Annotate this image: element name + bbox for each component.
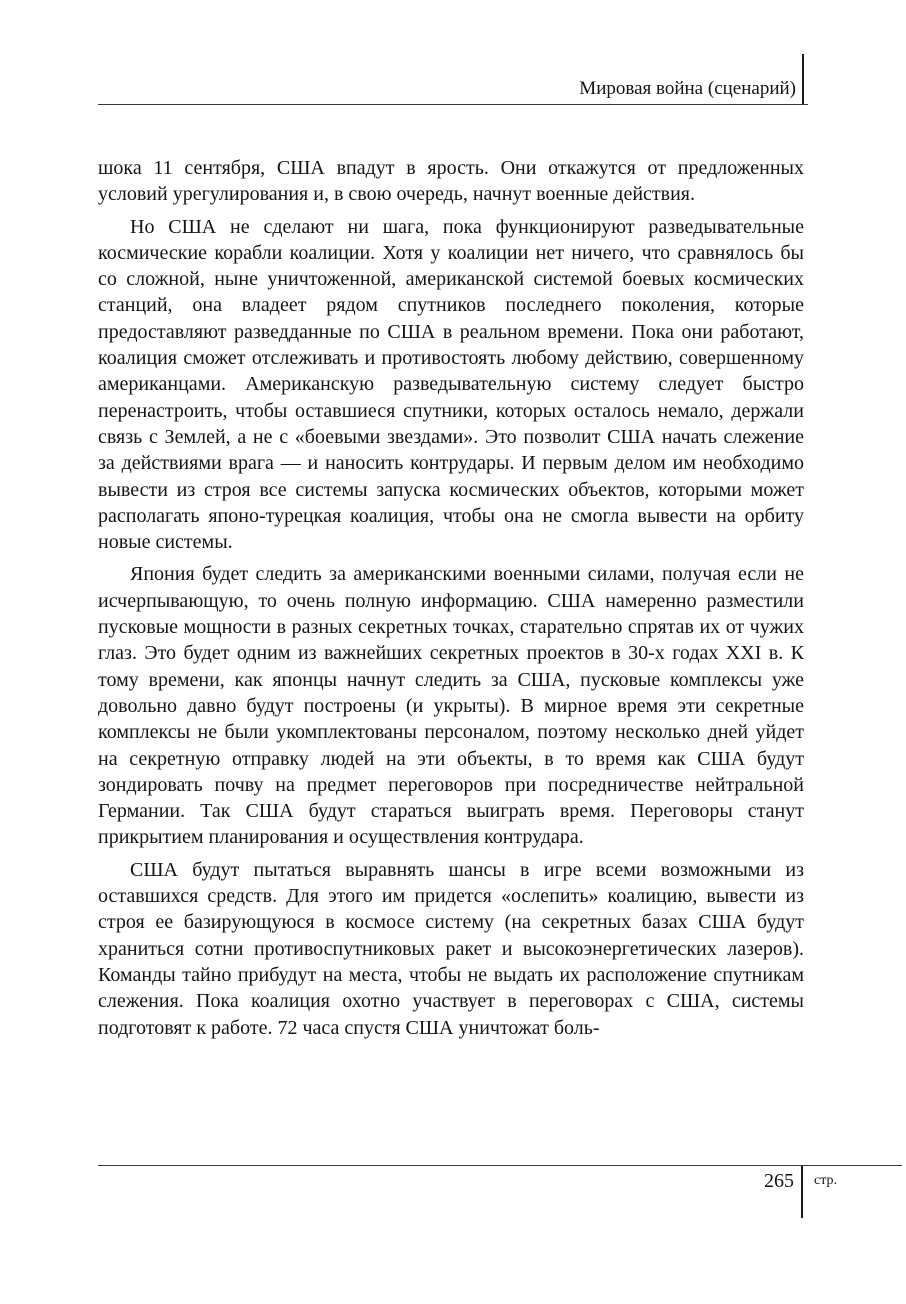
footer-vertical-bar [801,1166,803,1218]
paragraph-2: Но США не сделают ни шага, пока функционируют разведывательные космические корабли коалиции. Хотя у коалиции нет ничего, что сравнялось бы со сложной, ныне уничтоженной, американской системой боевых космических станций, она владеет рядом спутников последнего поколения, которые предоставляют разведданные по США в реальном времени. Пока они работают, коалиция сможет отслеживать и противостоять любому действию, совершенному американцами. Американскую разведывательную систему следует быстро перенастроить, чтобы оставшиеся спутники, которых осталось немало, держали связь с Землей, а не с «боевыми звездами». Это позволит США начать слежение за действиями врага — и наносить контрудары. И первым делом им необходимо вывести из строя все системы запуска космических объектов, которыми может располагать японо-турецкая коалиция, чтобы она не смогла вывести на орбиту новые системы. [98,215,804,554]
paragraph-1: шока 11 сентября, США впадут в ярость. Они откажутся от предложенных условий урегулирования и, в свою очередь, начнут военные действия. [98,157,804,206]
paragraph-4: США будут пытаться выравнять шансы в игре всеми возможными из оставшихся средств. Для этого им придется «ослепить» коалицию, вывести из строя ее базирующуюся в космосе систему (на секретных базах США будут храниться сотни противоспутниковых ракет и высокоэнергетических лазеров). Команды тайно прибудут на места, чтобы не выдать их расположение спутникам слежения. Пока коалиция охотно участвует в переговорах с США, системы подготовят к работе. 72 часа спустя США уничтожат боль- [98,858,804,1039]
page-unit-label: стр. [814,1173,838,1188]
paragraph-3: Япония будет следить за американскими военными силами, получая если не исчерпывающую, то очень полную информацию. США намеренно разместили пусковые мощности в разных секретных точках, старательно спрятав их от чужих глаз. Это будет одним из важнейших секретных проектов в 30-х годах XXI в. К тому времени, как японцы начнут следить за США, пусковые комплексы уже довольно давно будут построены (и укрыты). В мирное время эти секретные комплексы не были укомплектованы персоналом, поэтому несколько дней уйдет на секретную отправку людей на эти объекты, в то время как США будут зондировать почву на предмет переговоров при посредничестве нейтральной Германии. Так США будут стараться выиграть время. Переговоры станут прикрытием планирования и осуществления контрудара. [98,563,804,849]
chapter-title: Мировая война (сценарий) [579,78,796,99]
header-vertical-bar [802,54,804,104]
body-text [98,155,804,1041]
header-rule [98,104,808,105]
footer-rule [98,1165,902,1166]
page-number: 265 [764,1170,794,1192]
